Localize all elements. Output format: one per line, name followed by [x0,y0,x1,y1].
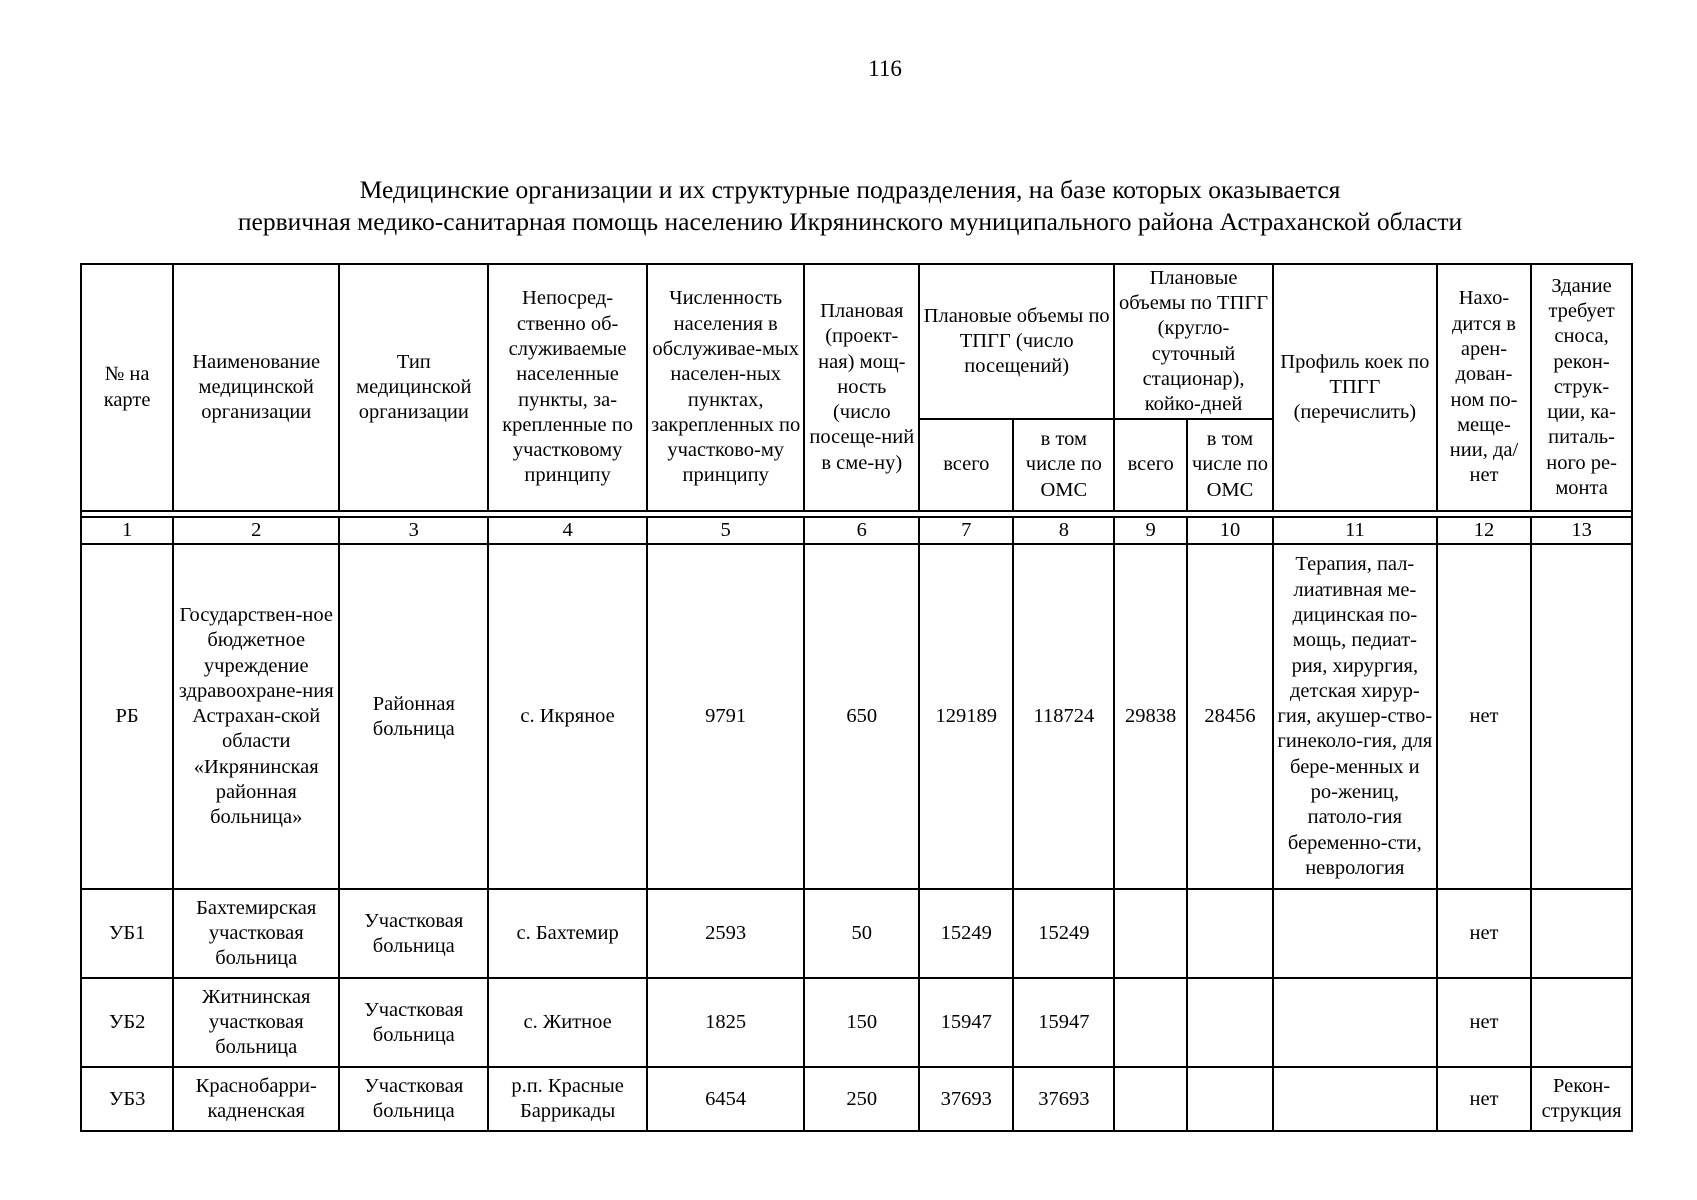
cell-population: 2593 [647,889,805,978]
header-org-type: Тип медицинской организации [339,264,488,511]
header-rented: Нахо-дится в арен-дован-ном по-мещe-нии, да/нет [1437,264,1531,511]
cell-building-status [1531,978,1632,1067]
title-line-1: Медицинские организации и их структурные подразделения, на базе которых оказывается [359,175,1341,204]
cell-type: Участковая больница [339,889,488,978]
cell-code: УБ2 [81,978,173,1067]
cell-building-status [1531,889,1632,978]
header-capacity: Плановая (проект-ная) мощ-ность (число посеще-ний в сме-ну) [804,264,919,511]
column-number: 11 [1273,517,1437,544]
cell-rented: нет [1437,889,1531,978]
cell-population: 6454 [647,1067,805,1131]
organizations-table [80,263,1633,1132]
cell-rented: нет [1437,544,1531,889]
cell-beddays-total [1114,889,1187,978]
subheader-beddays-oms: в том числе по ОМС [1187,419,1273,511]
subheader-visits-total: всего [919,419,1013,511]
cell-name: Житнинская участковая больница [173,978,339,1067]
cell-settlements: с. Житное [488,978,647,1067]
cell-visits-oms: 118724 [1013,544,1114,889]
cell-capacity: 50 [804,889,919,978]
cell-settlements: с. Бахтемир [488,889,647,978]
cell-beddays-oms [1187,978,1273,1067]
column-number: 12 [1437,517,1531,544]
table-row [81,1067,1632,1131]
column-number: 4 [488,517,647,544]
column-numbers-row [81,517,1632,544]
column-number: 8 [1013,517,1114,544]
header-bed-profile: Профиль коек по ТПГГ (перечислить) [1273,264,1437,511]
cell-bed-profile [1273,889,1437,978]
column-number: 2 [173,517,339,544]
table-row [81,544,1632,889]
cell-bed-profile: Терапия, пал-лиативная ме-дицинская по-мощь, педиат-рия, хирургия, детская хирур-гия, акушер-ство-гинеколо-гия, для бере-менных и ро-жениц, патоло-гия беременно-сти, неврология [1273,544,1437,889]
column-number: 1 [81,517,173,544]
cell-visits-total: 37693 [919,1067,1013,1131]
cell-capacity: 250 [804,1067,919,1131]
header-building-status: Здание требует сноса, рекон-струк-ции, ка-питаль-ного ре-монта [1531,264,1632,511]
document-title [150,174,1550,238]
cell-population: 9791 [647,544,805,889]
cell-visits-total: 15947 [919,978,1013,1067]
column-number: 7 [919,517,1013,544]
cell-visits-total: 15249 [919,889,1013,978]
subheader-visits-oms: в том числе по ОМС [1013,419,1114,511]
table-row [81,978,1632,1067]
cell-bed-profile [1273,978,1437,1067]
cell-beddays-total [1114,1067,1187,1131]
cell-building-status: Рекон-струкция [1531,1067,1632,1131]
cell-capacity: 150 [804,978,919,1067]
cell-visits-oms: 37693 [1013,1067,1114,1131]
cell-visits-oms: 15947 [1013,978,1114,1067]
column-number: 5 [647,517,805,544]
cell-name: Государствен-ное бюджетное учреждение здравоохране-ния Астрахан-ской области «Икрянинская районная больница» [173,544,339,889]
column-number: 6 [804,517,919,544]
header-beddays: Плановые объемы по ТПГГ (кругло-суточный стационар), койко-дней [1114,264,1273,419]
cell-rented: нет [1437,1067,1531,1131]
cell-visits-oms: 15249 [1013,889,1114,978]
cell-code: РБ [81,544,173,889]
header-population: Численность населения в обслуживае-мых населен-ных пунктах, закрепленных по участково-му принципу [647,264,805,511]
cell-rented: нет [1437,978,1531,1067]
page-number: 116 [868,56,902,81]
cell-beddays-oms [1187,889,1273,978]
column-number: 9 [1114,517,1187,544]
header-visits: Плановые объемы по ТПГГ (число посещений) [919,264,1114,419]
cell-code: УБ1 [81,889,173,978]
column-number: 3 [339,517,488,544]
cell-type: Участковая больница [339,978,488,1067]
cell-visits-total: 129189 [919,544,1013,889]
table-row [81,889,1632,978]
header-org-name: Наименование медицинской организации [173,264,339,511]
cell-beddays-total: 29838 [1114,544,1187,889]
cell-name: Бахтемирская участковая больница [173,889,339,978]
subheader-beddays-total: всего [1114,419,1187,511]
cell-type: Участковая больница [339,1067,488,1131]
cell-population: 1825 [647,978,805,1067]
header-map-number: № на карте [81,264,173,511]
cell-type: Районная больница [339,544,488,889]
cell-settlements: р.п. Красные Баррикады [488,1067,647,1131]
cell-settlements: с. Икряное [488,544,647,889]
cell-beddays-oms [1187,1067,1273,1131]
cell-name: Краснобарри-кадненская [173,1067,339,1131]
header-settlements: Непосред-ственно об-служиваемые населенные пункты, за-крепленные по участковому принципу [488,264,647,511]
cell-bed-profile [1273,1067,1437,1131]
column-number: 13 [1531,517,1632,544]
title-line-2: первичная медико-санитарная помощь населению Икрянинского муниципального района Астраханской области [237,207,1463,236]
cell-capacity: 650 [804,544,919,889]
cell-beddays-total [1114,978,1187,1067]
cell-beddays-oms: 28456 [1187,544,1273,889]
column-number: 10 [1187,517,1273,544]
cell-code: УБ3 [81,1067,173,1131]
cell-building-status [1531,544,1632,889]
